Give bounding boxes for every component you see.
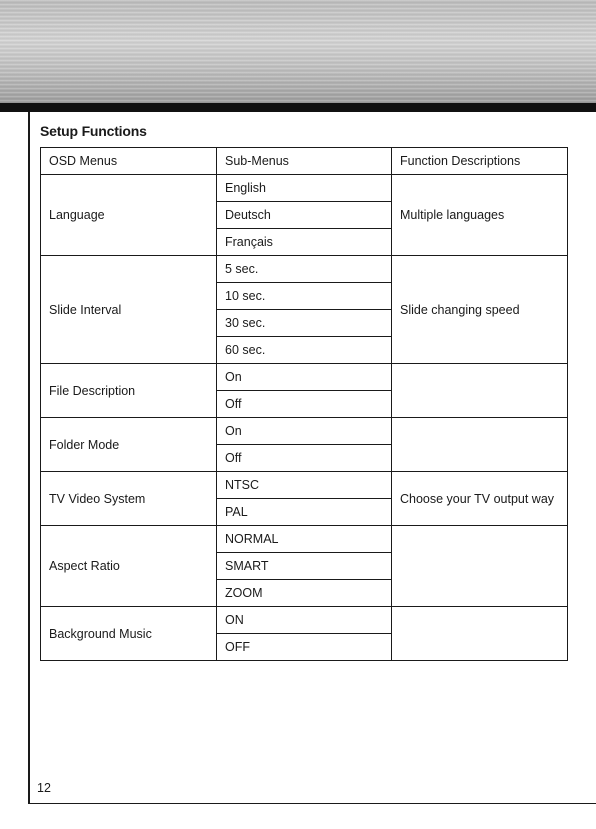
function-description-cell xyxy=(392,418,568,472)
section-title: Setup Functions xyxy=(40,123,147,139)
osd-menu-cell: Background Music xyxy=(41,607,217,661)
function-description-cell xyxy=(392,526,568,607)
osd-menu-cell: TV Video System xyxy=(41,472,217,526)
function-description-cell: Slide changing speed xyxy=(392,256,568,364)
left-margin-rule xyxy=(28,112,30,804)
table-row xyxy=(41,364,568,391)
sub-menu-cell: On xyxy=(217,364,392,391)
header-osd-menus: OSD Menus xyxy=(41,148,217,175)
sub-menu-cell: Deutsch xyxy=(217,202,392,229)
sub-menu-cell: 5 sec. xyxy=(217,256,392,283)
table-row xyxy=(41,418,568,445)
setup-functions-table xyxy=(40,147,568,661)
sub-menu-cell: OFF xyxy=(217,634,392,661)
table-row xyxy=(41,256,568,283)
header-band xyxy=(0,0,596,103)
bottom-rule xyxy=(28,803,596,804)
sub-menu-cell: English xyxy=(217,175,392,202)
header-bar xyxy=(0,103,596,112)
sub-menu-cell: Off xyxy=(217,445,392,472)
sub-menu-cell: 10 sec. xyxy=(217,283,392,310)
osd-menu-cell: Language xyxy=(41,175,217,256)
function-description-cell: Multiple languages xyxy=(392,175,568,256)
function-description-cell: Choose your TV output way xyxy=(392,472,568,526)
page-number: 12 xyxy=(37,781,51,795)
sub-menu-cell: 30 sec. xyxy=(217,310,392,337)
function-description-cell xyxy=(392,607,568,661)
sub-menu-cell: ZOOM xyxy=(217,580,392,607)
sub-menu-cell: On xyxy=(217,418,392,445)
table-row xyxy=(41,526,568,553)
sub-menu-cell: Français xyxy=(217,229,392,256)
header-function-descriptions: Function Descriptions xyxy=(392,148,568,175)
osd-menu-cell: Folder Mode xyxy=(41,418,217,472)
sub-menu-cell: 60 sec. xyxy=(217,337,392,364)
sub-menu-cell: Off xyxy=(217,391,392,418)
sub-menu-cell: NORMAL xyxy=(217,526,392,553)
header-sub-menus: Sub-Menus xyxy=(217,148,392,175)
osd-menu-cell: Slide Interval xyxy=(41,256,217,364)
sub-menu-cell: PAL xyxy=(217,499,392,526)
table-body xyxy=(41,175,568,661)
sub-menu-cell: SMART xyxy=(217,553,392,580)
function-description-cell xyxy=(392,364,568,418)
osd-menu-cell: File Description xyxy=(41,364,217,418)
table-row xyxy=(41,472,568,499)
sub-menu-cell: ON xyxy=(217,607,392,634)
table-header-row xyxy=(41,148,568,175)
sub-menu-cell: NTSC xyxy=(217,472,392,499)
table-row xyxy=(41,175,568,202)
table-row xyxy=(41,607,568,634)
osd-menu-cell: Aspect Ratio xyxy=(41,526,217,607)
